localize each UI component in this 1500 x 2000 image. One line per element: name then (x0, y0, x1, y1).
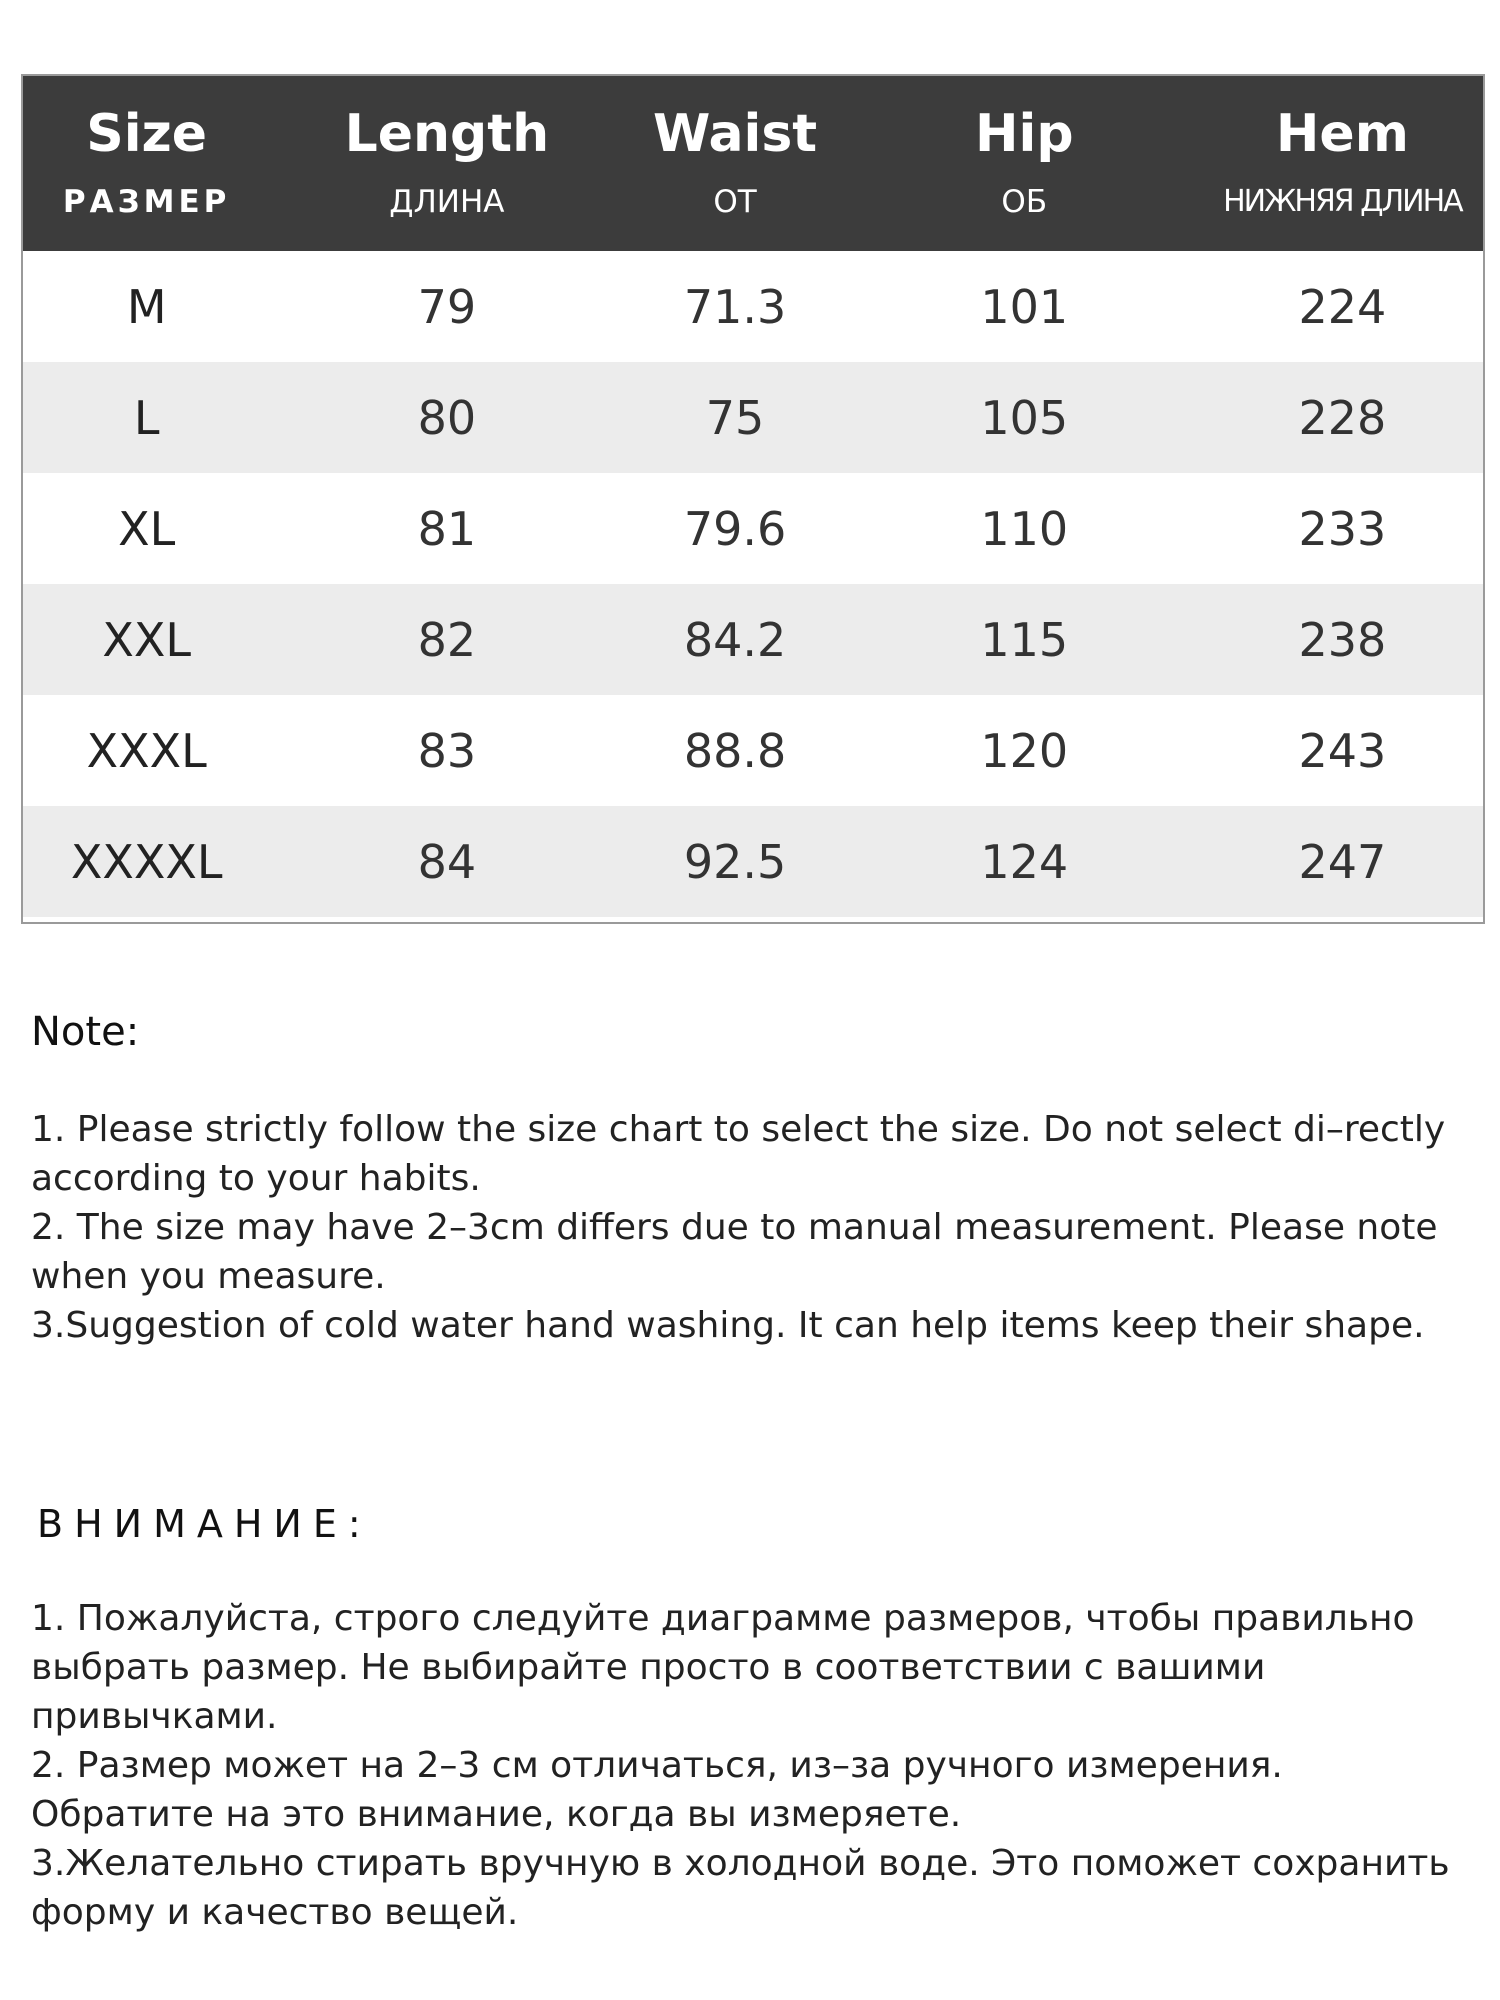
size-chart-table (21, 74, 1485, 924)
note-item: 2. The size may have 2–3cm differs due to manual measurement. Please note when you measure. (31, 1207, 1438, 1297)
cell-hip: 115 (980, 612, 1069, 667)
cell-waist: 75 (705, 390, 765, 445)
cell-length: 82 (417, 612, 477, 667)
table-row (23, 362, 1483, 473)
note-title: Note: (31, 1009, 140, 1055)
header-length-ru: ДЛИНА (389, 184, 505, 220)
cell-hem: 228 (1298, 390, 1387, 445)
note-list (31, 1105, 1471, 1350)
cell-size: XL (118, 501, 176, 556)
cell-hip: 110 (980, 501, 1069, 556)
header-length-en: Length (344, 104, 550, 164)
cell-length: 81 (417, 501, 477, 556)
ru-note-item: 3.Желательно стирать вручную в холодной воде. Это поможет сохранить форму и качество вещей. (31, 1843, 1450, 1933)
cell-waist: 88.8 (683, 723, 787, 778)
table-row (23, 473, 1483, 584)
note-item: 1. Please strictly follow the size chart to select the size. Do not select di–rectly according to your habits. (31, 1109, 1446, 1199)
table-row (23, 806, 1483, 917)
cell-hip: 101 (980, 279, 1069, 334)
header-hem (1202, 76, 1483, 251)
note-item: 3.Suggestion of cold water hand washing. It can help items keep their shape. (31, 1305, 1425, 1346)
header-hem-en: Hem (1275, 104, 1409, 164)
cell-hem: 247 (1298, 834, 1387, 889)
ru-note-item: 1. Пожалуйста, строго следуйте диаграмме размеров, чтобы правильно выбрать размер. Не выбирайте просто в соответствии с вашими привычками. (31, 1598, 1415, 1737)
header-waist-ru: ОТ (713, 184, 757, 220)
header-hip-ru: ОБ (1001, 184, 1048, 220)
header-size (23, 76, 270, 251)
header-waist (623, 76, 846, 251)
cell-size: M (126, 279, 167, 334)
cell-hem: 224 (1298, 279, 1387, 334)
cell-hip: 105 (980, 390, 1069, 445)
ru-note-title: ВНИМАНИЕ: (37, 1502, 372, 1546)
cell-hip: 124 (980, 834, 1069, 889)
table-row (23, 251, 1483, 362)
cell-length: 80 (417, 390, 477, 445)
ru-note-item: 2. Размер может на 2–3 см отличаться, из–за ручного измерения. Обратите на это внимание, когда вы измеряете. (31, 1745, 1283, 1835)
table-row (23, 695, 1483, 806)
cell-length: 84 (417, 834, 477, 889)
cell-length: 83 (417, 723, 477, 778)
cell-size: XXXL (86, 723, 207, 778)
cell-hem: 233 (1298, 501, 1387, 556)
cell-hip: 120 (980, 723, 1069, 778)
header-waist-en: Waist (652, 104, 818, 164)
table-row (23, 584, 1483, 695)
header-hip (847, 76, 1202, 251)
cell-size: XXL (102, 612, 191, 667)
table-header (23, 76, 1483, 251)
header-hem-ru: НИЖНЯЯ ДЛИНА (1223, 184, 1462, 219)
cell-waist: 79.6 (683, 501, 787, 556)
header-size-ru: РАЗМЕР (62, 184, 231, 220)
cell-waist: 84.2 (683, 612, 787, 667)
header-length (270, 76, 623, 251)
cell-size: L (133, 390, 160, 445)
cell-hem: 238 (1298, 612, 1387, 667)
cell-waist: 71.3 (683, 279, 787, 334)
cell-waist: 92.5 (683, 834, 787, 889)
cell-hem: 243 (1298, 723, 1387, 778)
cell-length: 79 (417, 279, 477, 334)
cell-size: XXXXL (70, 834, 223, 889)
ru-note-list (31, 1594, 1471, 1937)
header-hip-en: Hip (974, 104, 1074, 164)
table-body (23, 251, 1483, 917)
header-size-en: Size (86, 104, 208, 164)
